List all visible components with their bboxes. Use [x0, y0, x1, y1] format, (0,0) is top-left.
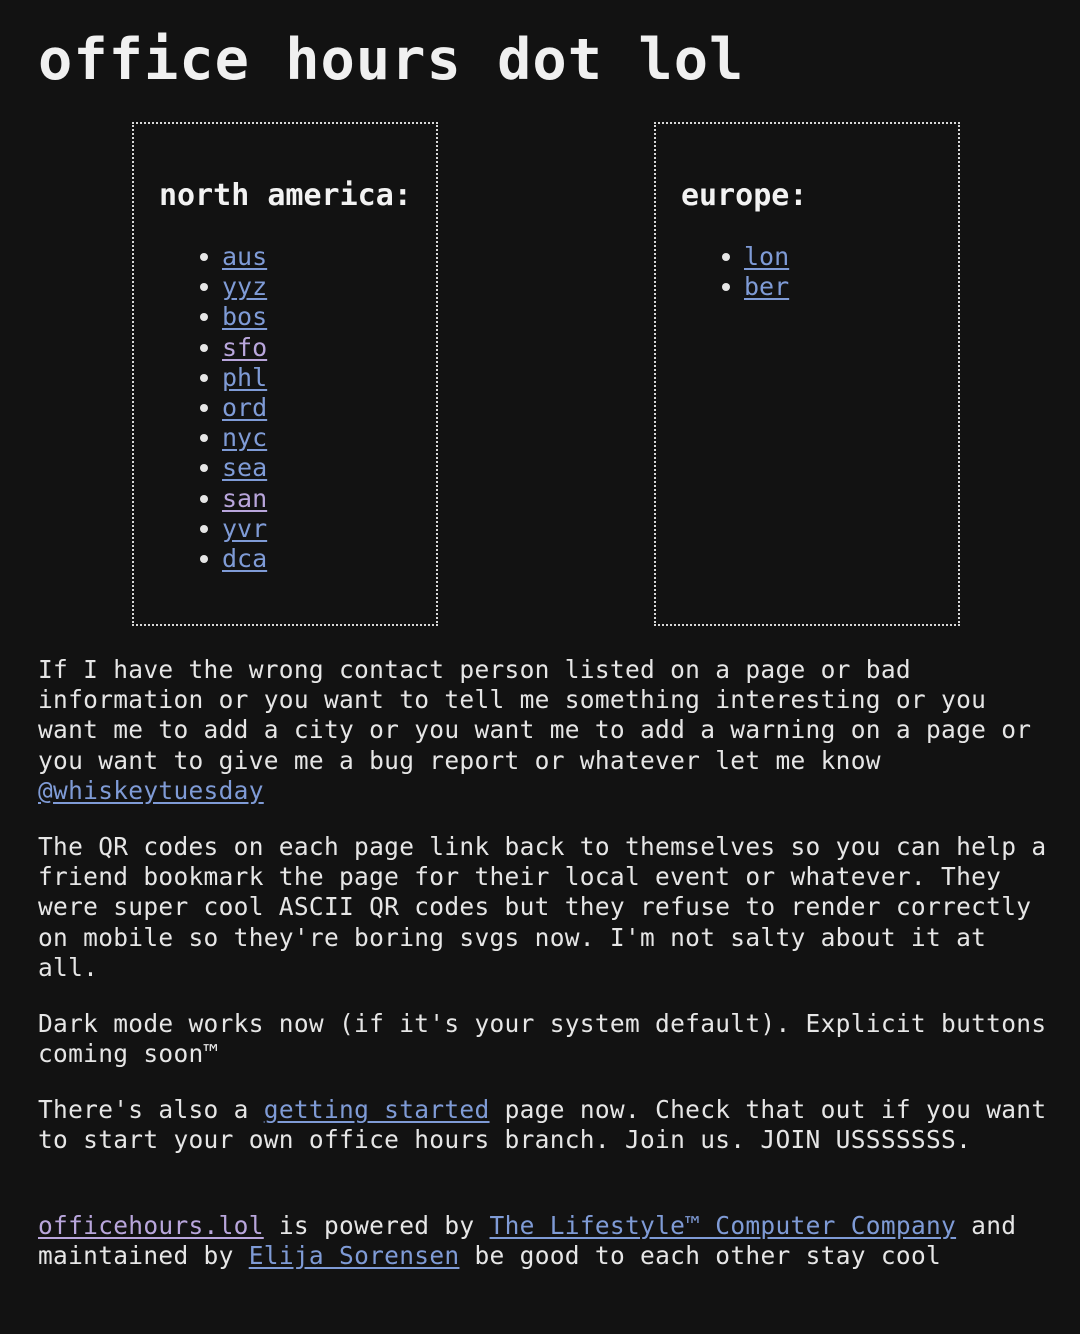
city-link-aus[interactable]: aus [222, 242, 268, 271]
bullet-icon [200, 313, 208, 321]
bullet-icon [200, 253, 208, 261]
list-item [722, 272, 789, 302]
list-item [200, 393, 267, 423]
bullet-icon [200, 283, 208, 291]
page-title: office hours dot lol [38, 27, 745, 93]
dark-mode-paragraph: Dark mode works now (if it's your system default). Explicit buttons coming soon™ [38, 1009, 1047, 1069]
list-item [200, 423, 267, 453]
lifestyle-computer-company-link[interactable]: The Lifestyle™ Computer Company [489, 1211, 957, 1240]
city-link-dca[interactable]: dca [222, 543, 268, 573]
closing-text: be good to each other stay cool [459, 1241, 942, 1271]
region-heading-north-america: north america: [159, 178, 412, 213]
list-item [200, 272, 267, 302]
region-box-europe [654, 122, 960, 626]
region-box-north-america [132, 122, 438, 626]
city-link-phl[interactable]: phl [222, 362, 268, 392]
getting-started-text-after: page now. Check that out if you want to start your own office hours branch. Join us. JOIN USSSSSSS. [38, 1095, 1047, 1155]
getting-started-text-before: There's also a [38, 1095, 264, 1124]
list-item [200, 453, 267, 483]
list-item [200, 363, 267, 393]
city-link-yvr[interactable]: yvr [222, 513, 268, 543]
bullet-icon [722, 283, 730, 291]
bullet-icon [200, 344, 208, 352]
city-link-sfo[interactable]: sfo [222, 332, 268, 362]
bullet-icon [200, 404, 208, 412]
whiskeytuesday-link[interactable]: @whiskeytuesday [38, 775, 264, 805]
city-link-san[interactable]: san [222, 483, 268, 513]
city-list-north-america [200, 242, 267, 574]
regions-section [38, 122, 1042, 654]
bullet-icon [200, 374, 208, 382]
city-link-lon[interactable]: lon [744, 242, 790, 271]
contact-text: If I have the wrong contact person listed on a page or bad information or you want to tell me something interesting or you want me to add a city or you want me to add a warning on a page or you want to give me a bug report or whatever let me know [38, 655, 1032, 775]
list-item [200, 333, 267, 363]
powered-by-text: is powered by [263, 1211, 490, 1240]
footer-paragraph [38, 1211, 1058, 1271]
city-link-ord[interactable]: ord [222, 392, 268, 422]
list-item [200, 484, 267, 514]
region-heading-europe: europe: [681, 178, 808, 213]
list-item [722, 242, 789, 272]
list-item [200, 514, 267, 544]
city-link-yyz[interactable]: yyz [222, 272, 268, 302]
contact-paragraph [38, 655, 1058, 806]
bullet-icon [722, 253, 730, 261]
city-list-europe [722, 242, 789, 302]
city-link-bos[interactable]: bos [222, 302, 268, 332]
qr-paragraph: The QR codes on each page link back to themselves so you can help a friend bookmark the page for their local event or whatever. They were super cool ASCII QR codes but they refuse to render correctly on mobile so they're boring svgs now. I'm not salty about it at all. [38, 832, 1047, 982]
city-link-nyc[interactable]: nyc [222, 423, 268, 453]
bullet-icon [200, 495, 208, 503]
bullet-icon [200, 555, 208, 563]
elija-sorensen-link[interactable]: Elija Sorensen [248, 1241, 460, 1271]
list-item [200, 302, 267, 332]
maintained-by-text: and maintained by [38, 1211, 1017, 1271]
getting-started-paragraph [38, 1095, 1058, 1155]
list-item [200, 242, 267, 272]
city-link-sea[interactable]: sea [222, 453, 268, 483]
bullet-icon [200, 434, 208, 442]
page [0, 0, 1080, 654]
officehours-site-link[interactable]: officehours.lol [38, 1211, 264, 1240]
list-item [200, 544, 267, 574]
bullet-icon [200, 464, 208, 472]
getting-started-link[interactable]: getting started [263, 1095, 490, 1124]
city-link-ber[interactable]: ber [744, 272, 790, 302]
bullet-icon [200, 525, 208, 533]
